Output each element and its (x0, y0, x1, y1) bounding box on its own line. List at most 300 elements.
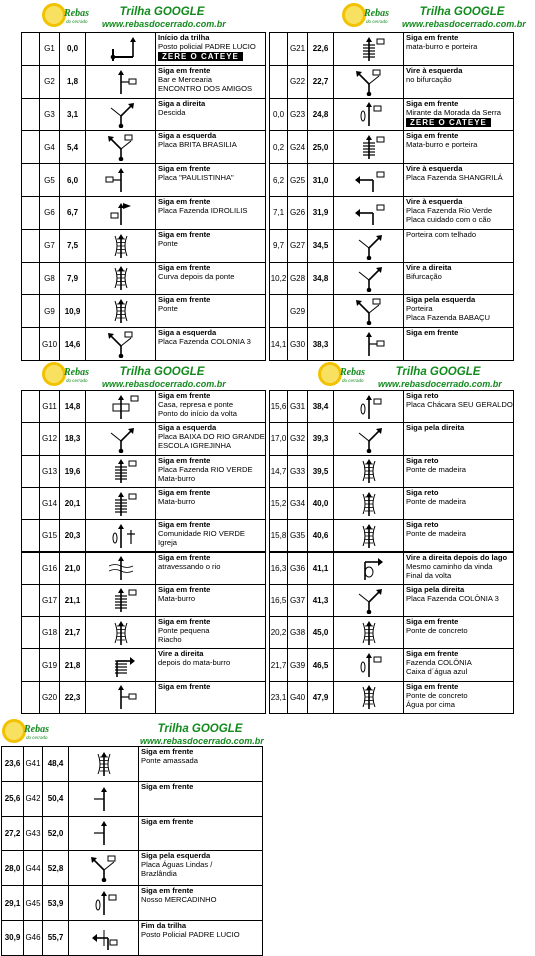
table-row (21, 390, 266, 423)
instruction-text: Siga a direita (158, 98, 206, 108)
bridge-icon (339, 619, 399, 647)
cattle-grid-icon (91, 457, 151, 485)
direction-icon-cell (334, 263, 404, 295)
site-url[interactable]: www.rebasdocerrado.com.br (140, 736, 264, 746)
waypoint-id-cell: G14 (40, 488, 60, 519)
fork-right-icon (339, 425, 399, 453)
total-km-cell: 53,9 (43, 886, 69, 920)
instruction-text: Siga a esquerda (158, 131, 217, 141)
direction-icon-cell (69, 851, 139, 885)
partial-km-cell: 16,3 (270, 553, 288, 584)
waypoint-id-cell: G39 (288, 649, 308, 680)
detail-text: Ponte de madeira (406, 496, 466, 506)
waypoint-id-cell: G43 (24, 817, 43, 851)
straight-post-icon (74, 889, 134, 917)
svg-text:Rebas: Rebas (64, 367, 89, 378)
detail-text: Igreja (158, 538, 177, 548)
row-description (404, 295, 513, 327)
row-description (139, 782, 262, 816)
table-row (21, 65, 266, 99)
instruction-text: Siga em frente (158, 617, 211, 627)
turn-right-grid-icon (91, 651, 151, 679)
table-row (21, 294, 266, 328)
detail-text: Casa, represa e ponte (158, 400, 234, 409)
total-km-cell: 38,4 (308, 391, 334, 422)
total-km-cell: 47,9 (308, 682, 334, 713)
site-url[interactable]: www.rebasdocerrado.com.br (102, 379, 226, 389)
direction-icon-cell (86, 553, 156, 584)
partial-km-cell (22, 456, 40, 487)
fork-right-icon (339, 232, 399, 260)
waypoint-id-cell: G17 (40, 585, 60, 616)
svg-text:do cerrado: do cerrado (66, 378, 88, 383)
instruction-text: Siga em frente (158, 584, 211, 594)
direction-icon-cell (69, 817, 139, 851)
detail-text: Descida (158, 107, 186, 117)
section-header (140, 723, 264, 747)
instruction-text: Siga em frente (406, 681, 459, 691)
row-description (156, 520, 265, 551)
waypoint-id-cell: G7 (40, 230, 60, 262)
waypoint-id-cell: G2 (40, 66, 60, 98)
partial-km-cell: 7,1 (270, 197, 288, 229)
direction-icon-cell (86, 230, 156, 262)
instruction-text: Vire à esquerda (406, 197, 463, 206)
rebas-logo[interactable] (40, 1, 92, 29)
row-description (139, 747, 262, 781)
partial-km-cell (22, 585, 40, 616)
table-row (269, 327, 514, 361)
table-row (269, 455, 514, 488)
svg-text:do cerrado: do cerrado (66, 19, 88, 24)
direction-icon-cell (86, 520, 156, 551)
straight-right-post-icon (91, 683, 151, 711)
waypoint-id-cell: G42 (24, 782, 43, 816)
table-row (21, 552, 266, 585)
waypoint-id-cell: G29 (288, 295, 308, 327)
partial-km-cell (22, 391, 40, 422)
waypoint-id-cell: G27 (288, 230, 308, 262)
direction-icon-cell (334, 164, 404, 196)
rebas-logo[interactable] (40, 360, 92, 388)
partial-km-cell: 17,0 (270, 423, 288, 454)
bridge-icon (339, 490, 399, 518)
instruction-text: Siga em frente (406, 328, 459, 338)
detail-text: Mata-burro (158, 593, 196, 603)
detail-text: Ponte de concreto (406, 626, 468, 636)
detail-text: Porteira (406, 304, 433, 314)
total-km-cell: 31,0 (308, 164, 334, 196)
table-row (269, 32, 514, 66)
instruction-text: Siga pela esquerda (141, 851, 211, 861)
instruction-text: Siga em frente (158, 487, 211, 497)
waypoint-id-cell: G20 (40, 682, 60, 713)
partial-km-cell (270, 295, 288, 327)
waypoint-id-cell: G46 (24, 921, 43, 955)
direction-icon-cell (86, 456, 156, 487)
row-description (404, 488, 513, 519)
total-km-cell: 6,7 (60, 197, 86, 229)
total-km-cell: 22,7 (308, 66, 334, 98)
total-km-cell: 18,3 (60, 423, 86, 454)
instruction-text: Siga em frente (158, 681, 211, 691)
instruction-text: Siga em frente (406, 131, 459, 141)
direction-icon-cell (334, 197, 404, 229)
instruction-text: Siga em frente (406, 617, 459, 627)
direction-icon-cell (86, 649, 156, 680)
partial-km-cell (22, 423, 40, 454)
detail-text: no bifurcação (406, 74, 452, 84)
table-row (21, 455, 266, 488)
partial-km-cell (270, 33, 288, 65)
detail-text: Placa Fazenda BABAÇU (406, 313, 490, 323)
detail-text: Placa BAIXA DO RIO GRANDE (158, 432, 265, 442)
direction-icon-cell (86, 33, 156, 65)
table-row (269, 65, 514, 99)
direction-icon-cell (86, 99, 156, 131)
instruction-text: Vire à esquerda (406, 164, 463, 174)
rebas-logo[interactable] (316, 360, 368, 388)
partial-km-cell (22, 617, 40, 648)
row-description (404, 423, 513, 454)
bridge-icon (74, 750, 134, 778)
table-row (269, 584, 514, 617)
fork-right-icon (91, 100, 151, 128)
section-header (378, 366, 502, 390)
fork-left-icon (91, 330, 151, 358)
direction-icon-cell (86, 585, 156, 616)
total-km-cell: 21,1 (60, 585, 86, 616)
total-km-cell: 34,5 (308, 230, 334, 262)
direction-icon-cell (69, 886, 139, 920)
cattle-grid-icon (91, 490, 151, 518)
row-description (404, 131, 513, 163)
detail-text: Mata-burro (158, 496, 196, 506)
table-row (269, 229, 514, 263)
waypoint-id-cell: G40 (288, 682, 308, 713)
table-row (21, 229, 266, 263)
detail-text: atravessando o rio (158, 561, 221, 571)
partial-km-cell (22, 131, 40, 163)
total-km-cell: 14,8 (60, 391, 86, 422)
table-row (21, 648, 266, 681)
detail-text: Ponte amassada (141, 756, 198, 765)
section-title: Trilha GOOGLE (157, 723, 243, 735)
total-km-cell: 24,8 (308, 99, 334, 131)
partial-km-cell (22, 33, 40, 65)
table-row (21, 584, 266, 617)
total-km-cell: 21,8 (60, 649, 86, 680)
direction-icon-cell (334, 456, 404, 487)
fork-left-icon (74, 854, 134, 882)
bridge-icon (91, 297, 151, 325)
total-km-cell: 5,4 (60, 131, 86, 163)
table-row (1, 850, 263, 886)
bridge-icon (91, 619, 151, 647)
turn-left-icon (339, 166, 399, 194)
table-row (1, 816, 263, 852)
detail-text: Ponte (158, 238, 178, 248)
fork-right-icon (339, 586, 399, 614)
detail-text: Placa Fazenda IDROLILIS (158, 206, 248, 215)
table-row (269, 648, 514, 681)
waypoint-id-cell: G33 (288, 456, 308, 487)
straight-left-post-icon (91, 166, 151, 194)
direction-icon-cell (334, 391, 404, 422)
total-km-cell: 22,3 (60, 682, 86, 713)
partial-km-cell (22, 520, 40, 551)
section-title: Trilha GOOGLE (119, 6, 205, 18)
section-header (102, 366, 226, 390)
instruction-text: Siga em frente (141, 781, 194, 791)
detail-text: Placa Chácara SEU GERALDO (406, 400, 513, 409)
instruction-text: Fim da trilha (141, 921, 187, 930)
instruction-text: Siga pela direita (406, 423, 465, 433)
cattle-grid-icon (339, 133, 399, 161)
table-row (269, 519, 514, 552)
instruction-text: Siga em frente (158, 65, 211, 75)
instruction-text: Siga reto (406, 487, 439, 497)
detail-text: ENCONTRO DOS AMIGOS (158, 83, 253, 93)
instruction-text: Siga pela direita (406, 584, 465, 594)
cattle-grid-icon (339, 35, 399, 63)
detail-text: Mata-burro (158, 473, 196, 483)
detail-text: Mata-burro e porteira (406, 140, 478, 150)
partial-km-cell (22, 553, 40, 584)
detail-text: Porteira com telhado (406, 229, 477, 239)
table-row (21, 487, 266, 520)
row-description (156, 33, 265, 65)
direction-icon-cell (334, 682, 404, 713)
partial-km-cell: 23,6 (2, 747, 24, 781)
row-description (404, 649, 513, 680)
direction-icon-cell (334, 66, 404, 98)
detail-text: Água por cima (406, 699, 455, 709)
direction-icon-cell (86, 66, 156, 98)
detail-text: Ponte de madeira (406, 529, 466, 539)
partial-km-cell: 14,1 (270, 328, 288, 360)
table-row (21, 196, 266, 230)
instruction-text: Vire à esquerda (406, 65, 463, 75)
instruction-text: Siga reto (406, 520, 439, 530)
waypoint-id-cell: G5 (40, 164, 60, 196)
total-km-cell: 52,8 (43, 851, 69, 885)
detail-text: Comunidade RIO VERDE (158, 529, 245, 539)
fork-left-icon (339, 297, 399, 325)
svg-text:do cerrado: do cerrado (26, 735, 48, 740)
direction-icon-cell (86, 682, 156, 713)
detail-text: Bifurcação (406, 271, 442, 281)
dam-icon (91, 393, 151, 421)
table-row (269, 552, 514, 585)
detail-text: Caixa d´água azul (406, 667, 468, 677)
straight-post-icon (339, 393, 399, 421)
waypoint-id-cell: G18 (40, 617, 60, 648)
row-description (156, 617, 265, 648)
fork-left-icon (91, 133, 151, 161)
waypoint-id-cell: G10 (40, 328, 60, 360)
table-row (21, 616, 266, 649)
section-title: Trilha GOOGLE (419, 6, 505, 18)
partial-km-cell: 20,2 (270, 617, 288, 648)
table-row (269, 130, 514, 164)
straight-left-icon (74, 819, 134, 847)
waypoint-id-cell: G28 (288, 263, 308, 295)
detail-text: Final da volta (406, 570, 452, 580)
waypoint-id-cell: G38 (288, 617, 308, 648)
table-row (21, 32, 266, 66)
direction-icon-cell (86, 164, 156, 196)
detail-text: Placa Fazenda COLÔNIA 3 (406, 593, 499, 603)
row-description (156, 66, 265, 98)
section-header (402, 6, 526, 30)
direction-icon-cell (334, 553, 404, 584)
row-description (404, 263, 513, 295)
site-url[interactable]: www.rebasdocerrado.com.br (102, 19, 226, 29)
section-title: Trilha GOOGLE (119, 366, 205, 378)
partial-km-cell (22, 66, 40, 98)
detail-text: Ponte pequena (158, 626, 210, 636)
direction-icon-cell (334, 649, 404, 680)
detail-text: Riacho (158, 635, 182, 645)
total-km-cell: 55,7 (43, 921, 69, 955)
detail-text: mata-burro e porteira (406, 42, 478, 51)
row-description (404, 164, 513, 196)
waypoint-id-cell: G25 (288, 164, 308, 196)
instruction-text: Siga em frente (158, 455, 211, 465)
detail-text: Brazlândia (141, 869, 177, 879)
rebas-logo[interactable] (340, 1, 392, 29)
direction-icon-cell (334, 131, 404, 163)
waypoint-id-cell: G19 (40, 649, 60, 680)
site-url[interactable]: www.rebasdocerrado.com.br (378, 379, 502, 389)
waypoint-id-cell: G44 (24, 851, 43, 885)
instruction-text: Siga reto (406, 455, 439, 465)
row-description (404, 66, 513, 98)
detail-text: Ponte (158, 304, 178, 314)
row-description (156, 230, 265, 262)
waypoint-id-cell: G13 (40, 456, 60, 487)
table-row (1, 746, 263, 782)
fork-right-icon (339, 264, 399, 292)
instruction-text: Vire a direita (158, 649, 204, 659)
waypoint-id-cell: G24 (288, 131, 308, 163)
total-km-cell: 39,3 (308, 423, 334, 454)
row-description (404, 230, 513, 262)
row-description (404, 33, 513, 65)
detail-text: Mesmo caminho da vinda (406, 561, 493, 571)
total-km-cell: 52,0 (43, 817, 69, 851)
direction-icon-cell (86, 391, 156, 422)
instruction-text: Siga reto (406, 391, 439, 400)
direction-icon-cell (69, 921, 139, 955)
waypoint-id-cell: G36 (288, 553, 308, 584)
waypoint-id-cell: G23 (288, 99, 308, 131)
rebas-logo[interactable] (0, 717, 52, 745)
total-km-cell: 19,6 (60, 456, 86, 487)
instruction-text: Siga a esquerda (158, 423, 217, 433)
total-km-cell: 40,0 (308, 488, 334, 519)
row-description (404, 682, 513, 713)
instruction-text: Siga em frente (158, 295, 211, 305)
total-km-cell: 10,9 (60, 295, 86, 327)
direction-icon-cell (86, 295, 156, 327)
straight-post-icon (339, 651, 399, 679)
direction-icon-cell (334, 328, 404, 360)
waypoint-id-cell: G16 (40, 553, 60, 584)
row-description (156, 99, 265, 131)
row-description (404, 328, 513, 360)
fork-left-icon (339, 68, 399, 96)
table-row (1, 920, 263, 956)
waypoint-id-cell: G8 (40, 263, 60, 295)
direction-icon-cell (86, 263, 156, 295)
partial-km-cell (22, 99, 40, 131)
partial-km-cell: 29,1 (2, 886, 24, 920)
instruction-text: Siga em frente (406, 649, 459, 659)
bridge-icon (339, 522, 399, 550)
total-km-cell: 3,1 (60, 99, 86, 131)
table-row (21, 262, 266, 296)
waypoint-id-cell: G4 (40, 131, 60, 163)
instruction-text: Siga em frente (158, 520, 211, 530)
row-description (404, 585, 513, 616)
detail-text: Placa Fazenda COLONIA 3 (158, 337, 251, 347)
table-row (269, 294, 514, 328)
row-description (404, 520, 513, 551)
detail-text: Nosso MERCADINHO (141, 895, 217, 905)
partial-km-cell (22, 230, 40, 262)
straight-right-post-icon (91, 68, 151, 96)
table-row (269, 422, 514, 455)
turn-left-icon (339, 199, 399, 227)
cattle-grid-icon (91, 586, 151, 614)
total-km-cell: 21,7 (60, 617, 86, 648)
table-row (1, 885, 263, 921)
detail-text: Placa BRITA BRASILIA (158, 140, 237, 150)
site-url[interactable]: www.rebasdocerrado.com.br (402, 19, 526, 29)
total-km-cell: 7,9 (60, 263, 86, 295)
partial-km-cell (22, 682, 40, 713)
table-row (21, 130, 266, 164)
total-km-cell: 45,0 (308, 617, 334, 648)
detail-text: Placa "PAULISTINHA" (158, 173, 234, 183)
straight-post-icon (339, 100, 399, 128)
svg-text:do cerrado: do cerrado (366, 19, 388, 24)
partial-km-cell: 14,7 (270, 456, 288, 487)
bridge-icon (339, 683, 399, 711)
detail-text: Ponte de madeira (406, 464, 466, 474)
partial-km-cell: 15,8 (270, 520, 288, 551)
partial-km-cell (270, 66, 288, 98)
partial-km-cell (22, 328, 40, 360)
instruction-text: Siga em frente (158, 552, 211, 562)
row-description (156, 328, 265, 360)
instruction-text: Siga em frente (158, 391, 211, 400)
lake-right-icon (339, 554, 399, 582)
row-description (404, 391, 513, 422)
direction-icon-cell (86, 617, 156, 648)
instruction-text: Siga em frente (141, 816, 194, 826)
instruction-text: Siga em frente (406, 98, 459, 108)
reset-odometer-badge: ZERE O CATEYE (158, 52, 243, 61)
direction-icon-cell (334, 230, 404, 262)
detail-text: Fazenda COLÔNIA (406, 658, 472, 668)
direction-icon-cell (334, 617, 404, 648)
total-km-cell: 50,4 (43, 782, 69, 816)
total-km-cell: 20,3 (60, 520, 86, 551)
waypoint-id-cell: G41 (24, 747, 43, 781)
